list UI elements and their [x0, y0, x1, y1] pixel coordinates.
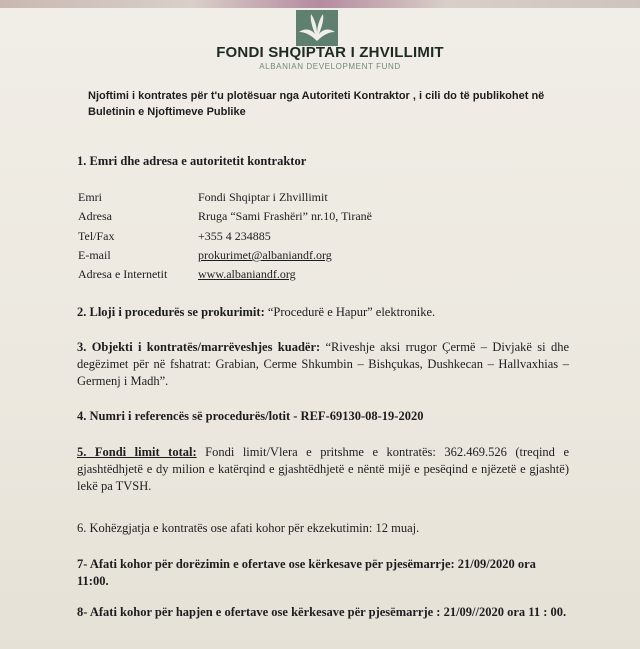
row-label: Emri [78, 190, 102, 204]
section-6 [77, 520, 577, 537]
org-name: FONDI SHQIPTAR I ZHVILLIMIT [216, 44, 444, 61]
section-2-heading: 2. Lloji i procedurës se prokurimit: [77, 305, 265, 319]
section-5 [77, 444, 569, 495]
section-4 [77, 408, 577, 425]
section-8-heading: 8- Afati kohor për hapjen e ofertave ose kërkesave për pjesëmarrje : 21/09//2020 ora 11 : 00. [77, 605, 567, 619]
notice-title: Njoftimi i kontrates për t'u plotësuar nga Autoriteti Kontraktor , i cili do të publikohet në Buletinin e Njoftimeve Publike [88, 90, 545, 118]
row-label: E-mail [78, 248, 111, 262]
section-1-heading: 1. Emri dhe adresa e autoritetit kontraktor [77, 154, 307, 168]
section-3 [77, 339, 569, 390]
section-6-heading: 6. Kohëzgjatja e kontratës ose afati kohor për ekzekutimin: [77, 521, 373, 535]
section-2 [77, 304, 577, 321]
row-label: Adresa e Internetit [78, 267, 168, 281]
row-value: Fondi Shqiptar i Zhvillimit [198, 190, 328, 204]
procedure-type: “Procedurë e Hapur” elektronike. [267, 305, 436, 319]
row-value: Rruga “Sami Frashëri” nr.10, Tiranë [198, 209, 372, 223]
row-value: +355 4 234885 [198, 229, 271, 243]
section-8 [77, 604, 569, 621]
section-4-heading: 4. Numri i referencës së procedurës/lotit - REF-69130-08-19-2020 [77, 409, 424, 423]
section-7 [77, 556, 569, 590]
org-name-english: ALBANIAN DEVELOPMENT FUND [259, 62, 401, 71]
duration-value: 12 muaj. [375, 521, 420, 535]
section-7-heading: 7- Afati kohor për dorëzimin e ofertave ose kërkesave për pjesëmarrje: 21/09/2020 ora 11:00. [77, 557, 536, 588]
email-link[interactable]: prokurimet@albaniandf.org [198, 248, 332, 262]
section-5-heading: 5. Fondi limit total: [77, 445, 197, 459]
website-link[interactable]: www.albaniandf.org [198, 267, 296, 281]
row-label: Adresa [78, 209, 112, 223]
leaf-logo-icon [296, 10, 338, 46]
section-3-heading: 3. Objekti i kontratës/marrëveshjes kuadër: [77, 340, 321, 354]
contract-object: “Riveshje aksi rrugor Çermë – Divjakë si dhe degëzimet për në fshatrat: Grabian, Cerme Shkumbin – Bishçukas, Dushkecan – Hallvaxhias – Germenj i Madh”. [77, 340, 569, 388]
fund-limit-text: Fondi limit/Vlera e pritshme e kontratës: 362.469.526 (treqind e gjashtëdhjetë e dy milion e katërqind e gjashtëdhjetë e nëntë mijë e pesëqind e njëzetë e gjashtë) lekë pa TVSH. [77, 445, 569, 493]
row-label: Tel/Fax [78, 229, 115, 243]
background-strip [0, 0, 640, 8]
